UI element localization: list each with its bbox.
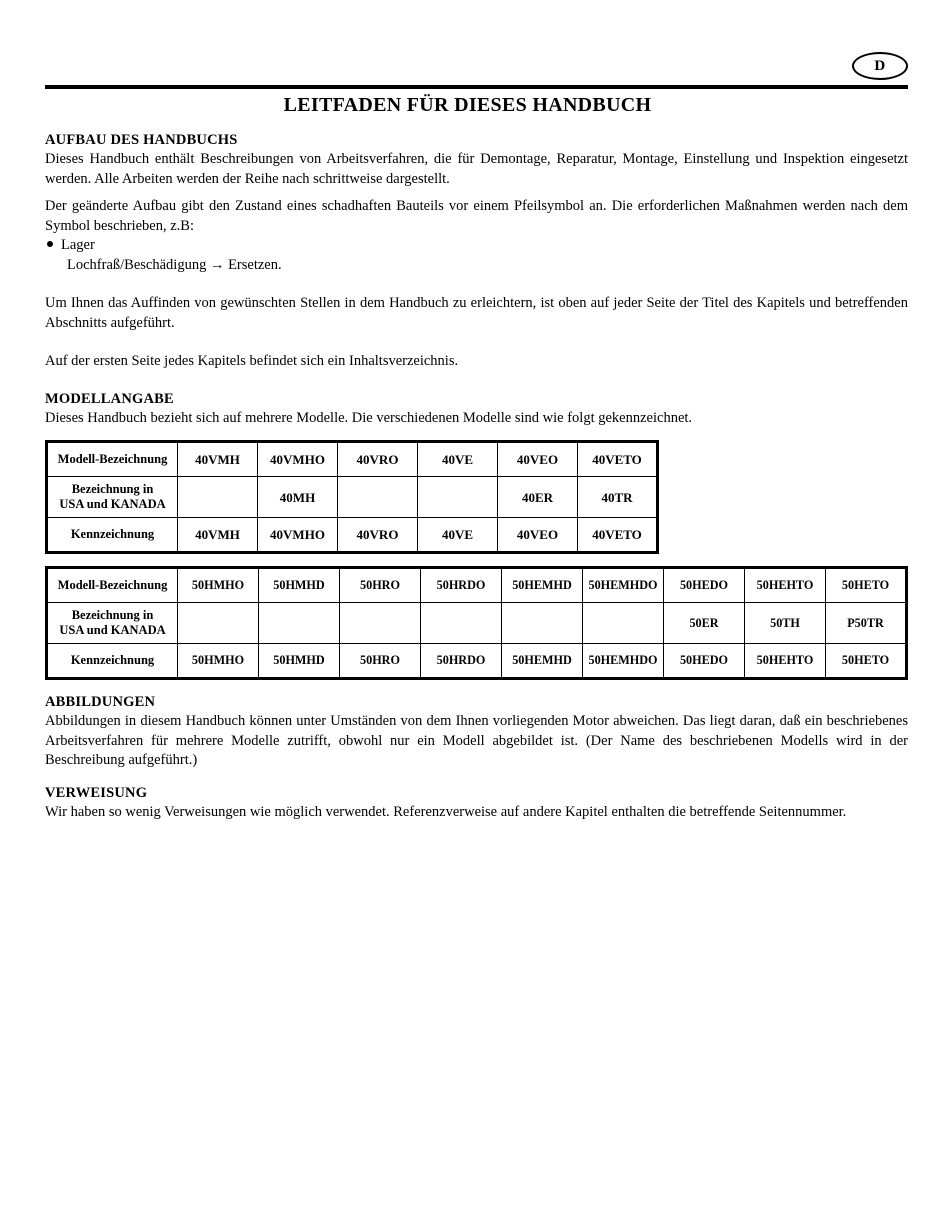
table-cell [502, 603, 583, 644]
table-cell: 50HRDO [421, 644, 502, 679]
table-cell: 50HMHD [259, 644, 340, 679]
row-label-bezeichnung-usa-kanada [47, 603, 178, 644]
table-cell: 50TH [745, 603, 826, 644]
table-cell: 40MH [258, 477, 338, 518]
table-cell: 50HRO [340, 644, 421, 679]
table-cell: 50HMHD [259, 568, 340, 603]
section-heading-abbildungen: ABBILDUNGEN [45, 694, 156, 710]
paragraph-abbildungen-1: Abbildungen in diesem Handbuch können unter Umständen von dem Ihnen vorliegenden Motor abweichen. Das liegt daran, daß ein beschriebenes Arbeitsverfahren für mehrere Modelle zutrifft, obwohl nur ein Modell abgebildet ist. (Der Name des beschriebenen Modells wird in der Beschreibung aufgeführt.) [45, 713, 908, 768]
row-label-line-1: Bezeichnung in [71, 482, 154, 496]
row-label-modell-bezeichnung: Modell-Bezeichnung [47, 568, 178, 603]
paragraph-aufbau-3: Um Ihnen das Auffinden von gewünschten Stellen in dem Handbuch zu erleichtern, ist oben auf jeder Seite der Titel des Kapitels und betreffenden Abschnitts aufgeführt. [45, 295, 908, 331]
table-cell: 50HRDO [421, 568, 502, 603]
bullet-item-label: Lager [61, 237, 95, 253]
table-cell [421, 603, 502, 644]
row-label-line-1: Bezeichnung in [71, 608, 154, 622]
row-label-kennzeichnung: Kennzeichnung [47, 644, 178, 679]
table-cell: 50HEMHDO [583, 644, 664, 679]
table-cell: 50HEMHDO [583, 568, 664, 603]
table-cell [418, 477, 498, 518]
table-row [47, 477, 658, 518]
table-cell: 50HEDO [664, 644, 745, 679]
header-divider-rule [45, 85, 908, 89]
paragraph-aufbau-4: Auf der ersten Seite jedes Kapitels befindet sich ein Inhaltsverzeichnis. [45, 353, 459, 369]
table-row [47, 568, 907, 603]
document-body [45, 132, 908, 822]
table-cell: 40VEO [498, 518, 578, 553]
row-label-kennzeichnung: Kennzeichnung [47, 518, 178, 553]
table-cell: 40VEO [498, 442, 578, 477]
table-cell: 50HMHO [178, 644, 259, 679]
table-cell: 40VMHO [258, 518, 338, 553]
table-cell: 50HEMHD [502, 568, 583, 603]
table-cell: P50TR [826, 603, 907, 644]
table-cell: 50HETO [826, 568, 907, 603]
row-label-line-2: USA und KANADA [59, 497, 166, 511]
table-cell: 50HEDO [664, 568, 745, 603]
table-row [47, 603, 907, 644]
table-cell: 50HRO [340, 568, 421, 603]
table-cell: 40VE [418, 518, 498, 553]
table-cell: 40VE [418, 442, 498, 477]
bullet-subitem-lochfrass: Lochfraß/Beschädigung → Ersetzen. [67, 256, 282, 273]
bullet-dot-icon [47, 241, 53, 247]
table-cell [259, 603, 340, 644]
table-cell: 40VMH [178, 518, 258, 553]
table-cell: 40VETO [578, 518, 658, 553]
section-heading-aufbau: AUFBAU DES HANDBUCHS [45, 132, 238, 148]
model-table-40-series [45, 440, 659, 554]
model-table-50-series [45, 566, 908, 680]
table-cell [340, 603, 421, 644]
table-cell: 40ER [498, 477, 578, 518]
table-cell [338, 477, 418, 518]
table-cell: 50HEHTO [745, 568, 826, 603]
table-cell: 50HETO [826, 644, 907, 679]
table-cell: 50ER [664, 603, 745, 644]
paragraph-verweisung-1: Wir haben so wenig Verweisungen wie möglich verwendet. Referenzverweise auf andere Kapitel enthalten die betreffende Seitennummer. [45, 803, 847, 820]
table-cell: 40VMH [178, 442, 258, 477]
table-cell [178, 603, 259, 644]
table-row [47, 518, 658, 553]
row-label-line-2: USA und KANADA [59, 623, 166, 637]
table-cell: 40VMHO [258, 442, 338, 477]
page-title: LEITFADEN FÜR DIESES HANDBUCH [283, 94, 652, 116]
table-cell: 40VRO [338, 442, 418, 477]
bullet-item-lager [45, 236, 908, 256]
table-cell [583, 603, 664, 644]
row-label-bezeichnung-usa-kanada [47, 477, 178, 518]
paragraph-aufbau-2: Der geänderte Aufbau gibt den Zustand eines schadhaften Bauteils vor einem Pfeilsymbol an. Die erforderlichen Maßnahmen werden nach dem Symbol beschrieben, z.B: [45, 198, 908, 234]
table-cell: 40TR [578, 477, 658, 518]
row-label-modell-bezeichnung: Modell-Bezeichnung [47, 442, 178, 477]
section-heading-modellangabe: MODELLANGABE [45, 390, 174, 407]
table-cell: 50HMHO [178, 568, 259, 603]
table-cell: 50HEHTO [745, 644, 826, 679]
table-cell [178, 477, 258, 518]
table-cell: 40VETO [578, 442, 658, 477]
section-heading-verweisung: VERWEISUNG [45, 784, 148, 801]
table-cell: 50HEMHD [502, 644, 583, 679]
table-row [47, 644, 907, 679]
language-badge: D [852, 52, 908, 80]
table-cell: 40VRO [338, 518, 418, 553]
paragraph-modellangabe-intro: Dieses Handbuch bezieht sich auf mehrere Modelle. Die verschiedenen Modelle sind wie folgt gekennzeichnet. [45, 409, 693, 426]
paragraph-aufbau-1: Dieses Handbuch enthält Beschreibungen von Arbeitsverfahren, die für Demontage, Reparatur, Montage, Einstellung und Inspektion eingesetzt werden. Alle Arbeiten werden der Reihe nach schrittweise dargestellt. [45, 151, 908, 187]
table-row [47, 442, 658, 477]
